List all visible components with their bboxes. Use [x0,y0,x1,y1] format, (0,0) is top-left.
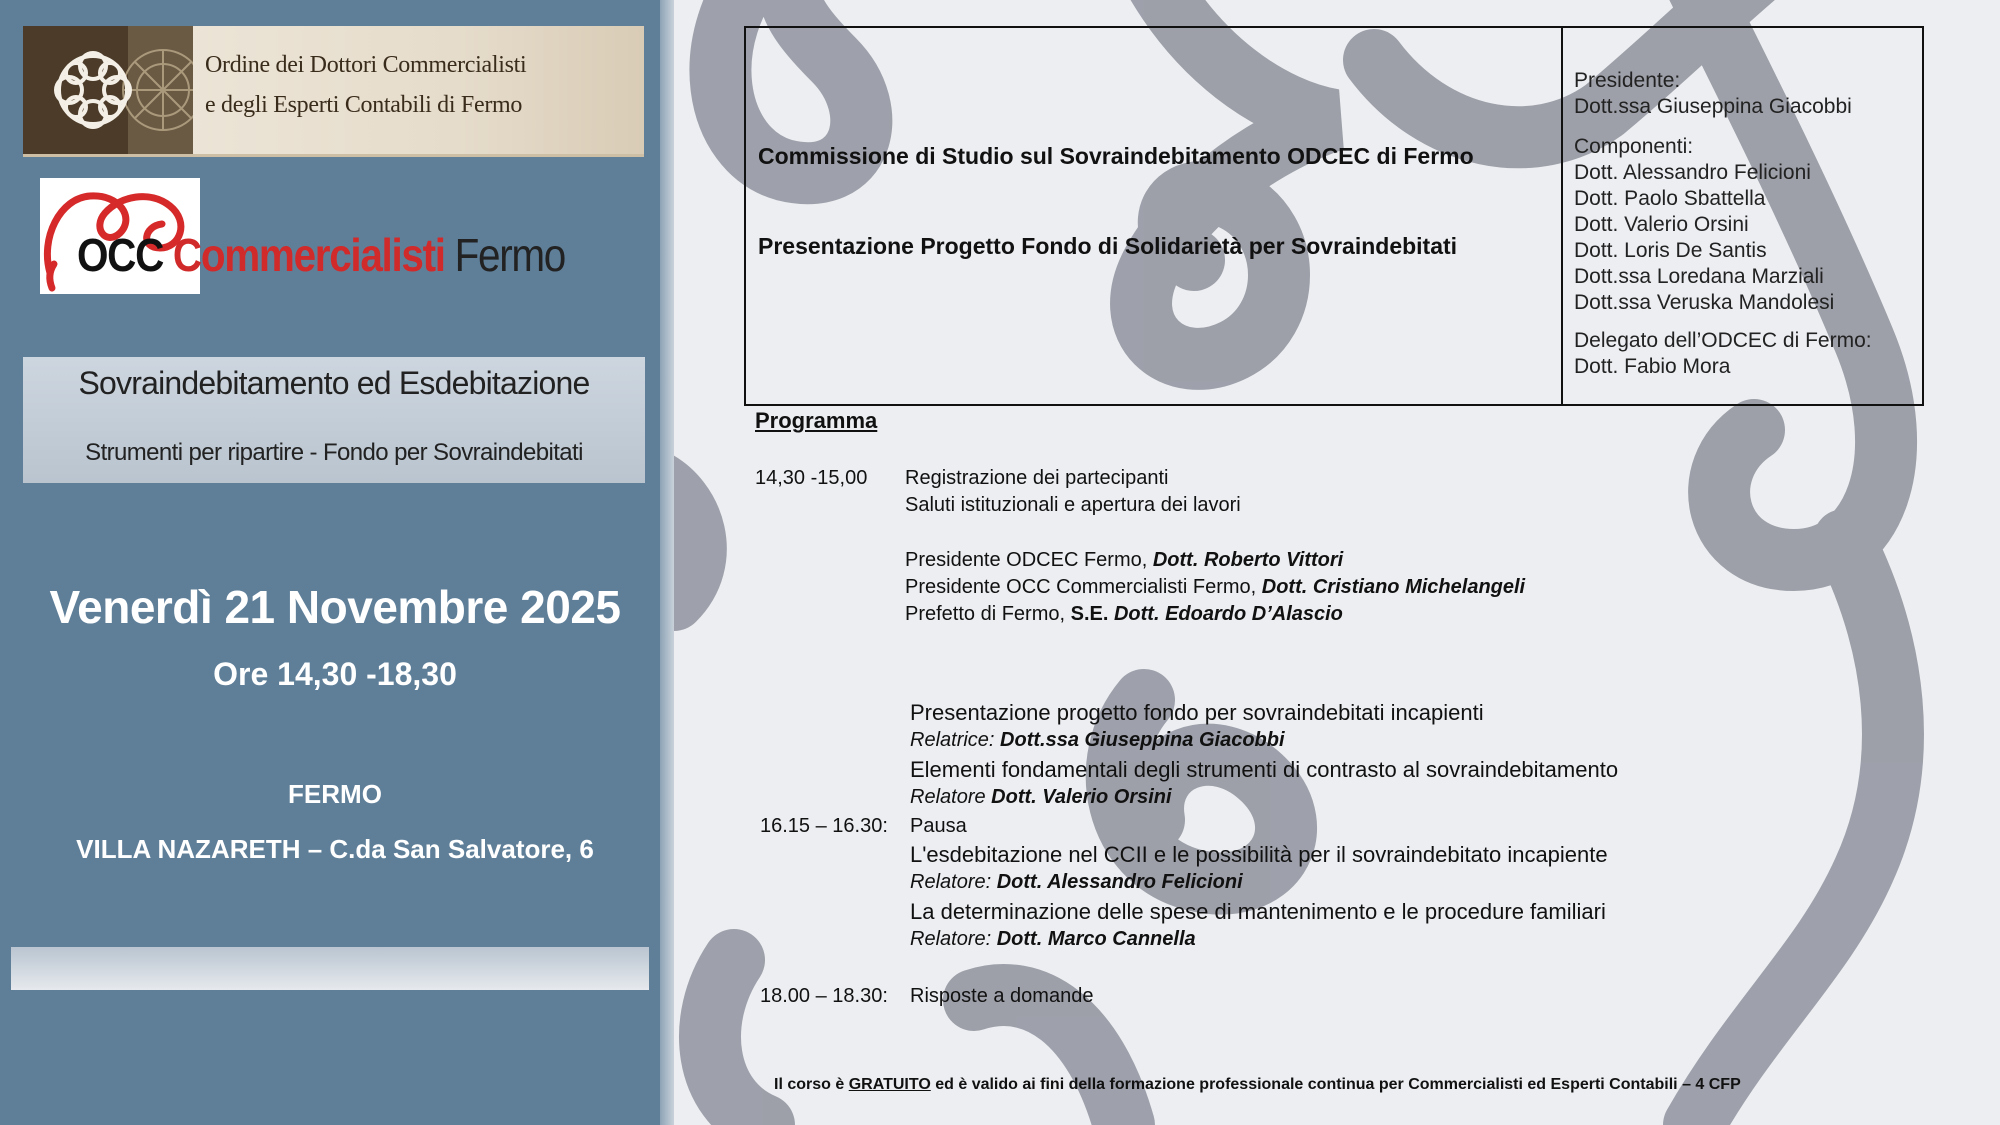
members-label: Componenti: [1574,135,1694,158]
qa-label: Risposte a domande [910,985,1094,1007]
decorative-bar [11,947,649,990]
occ-logo-text [77,228,565,282]
speaker-name: Dott. Cristiano Michelangeli [1261,576,1526,598]
speaker-name: Dott.ssa Giuseppina Giacobbi [1000,729,1285,751]
talk4-speaker [910,928,1196,951]
occ-logo-part1: OCC [77,229,173,281]
member-item: Dott. Valerio Orsini [1574,213,1749,236]
member-item: Dott. Paolo Sbattella [1574,187,1766,210]
talk3-speaker [910,871,1243,894]
event-city: FERMO [288,779,382,809]
odcec-logo [23,26,644,154]
speaker-name: Dott. Marco Cannella [996,928,1196,950]
footer-free: GRATUITO [848,1076,931,1093]
event-venue: VILLA NAZARETH – C.da San Salvatore, 6 [76,834,594,864]
speaker-role: Relatore: [910,871,997,893]
talk1-speaker [910,729,1285,752]
greetings-item: Saluti istituzionali e apertura dei lavori [905,494,1241,516]
table-divider [1561,28,1563,404]
footer-note [774,1076,1741,1094]
event-title-box [23,357,645,483]
speaker-name: Dott. Edoardo D’Alascio [1113,603,1343,625]
speaker-role: Relatore [910,786,992,808]
member-item: Dott.ssa Loredana Marziali [1574,265,1824,288]
president-label: Presidente: [1574,69,1681,92]
greeting-speaker-2 [905,576,1525,599]
footer-text-1: Il corso è [774,1076,849,1093]
commission-title: Commissione di Studio sul Sovraindebitamento ODCEC di Fermo [758,143,1474,169]
break-label: Pausa [910,815,967,837]
delegate-label: Delegato dell’ODCEC di Fermo: [1574,329,1872,352]
greeting-speaker-1 [905,549,1343,572]
occ-logo-part3: Fermo [444,229,565,281]
speaker-role: Relatrice: [910,729,1001,751]
occ-logo-part2: Commercialisti [172,229,445,281]
talk2-speaker [910,786,1172,809]
delegate-name: Dott. Fabio Mora [1574,355,1731,378]
member-item: Dott. Alessandro Felicioni [1574,161,1811,184]
speaker-name: Dott. Roberto Vittori [1152,549,1344,571]
event-title: Sovraindebitamento ed Esdebitazione [78,365,590,401]
speaker-role: Prefetto di Fermo, [905,603,1071,625]
session1-time: 14,30 -15,00 [755,467,868,489]
member-item: Dott. Loris De Santis [1574,239,1767,262]
odcec-logo-line1: Ordine dei Dottori Commercialisti [205,52,527,78]
talk4-title: La determinazione delle spese di mantenimento e le procedure familiari [910,899,1606,924]
odcec-logo-line2: e degli Esperti Contabili di Fermo [205,92,523,118]
speaker-role: Relatore: [910,928,997,950]
registration-item: Registrazione dei partecipanti [905,467,1169,489]
talk2-title: Elementi fondamentali degli strumenti di contrasto al sovraindebitamento [910,757,1619,782]
commission-table [744,26,1924,406]
odcec-emblem-icon [23,26,193,154]
speaker-role: Presidente OCC Commercialisti Fermo, [905,576,1262,598]
speaker-name: Dott. Alessandro Felicioni [996,871,1243,893]
speaker-role: Presidente ODCEC Fermo, [905,549,1153,571]
talk3-title: L'esdebitazione nel CCII e le possibilità per il sovraindebitato incapiente [910,842,1608,867]
event-subtitle: Strumenti per ripartire - Fondo per Sovraindebitati [85,439,583,466]
footer-text-2: ed è valido ai fini della formazione professionale continua per Commercialisti ed Esperti Contabili – 4 CFP [930,1076,1741,1093]
panel-divider [660,0,674,1125]
event-hours: Ore 14,30 -18,30 [213,656,457,692]
left-panel [0,0,660,1125]
program-title: Programma [755,408,878,433]
break-time: 16.15 – 16.30: [760,815,888,837]
qa-time: 18.00 – 18.30: [760,985,888,1007]
talk1-title: Presentazione progetto fondo per sovraindebitati incapienti [910,700,1484,725]
member-item: Dott.ssa Veruska Mandolesi [1574,291,1835,314]
speaker-name: Dott. Valerio Orsini [991,786,1172,808]
greeting-speaker-3 [905,603,1343,626]
speaker-title: S.E. [1070,603,1114,625]
president-name: Dott.ssa Giuseppina Giacobbi [1574,95,1852,118]
event-date: Venerdì 21 Novembre 2025 [49,581,621,633]
project-title: Presentazione Progetto Fondo di Solidarietà per Sovraindebitati [758,233,1458,259]
